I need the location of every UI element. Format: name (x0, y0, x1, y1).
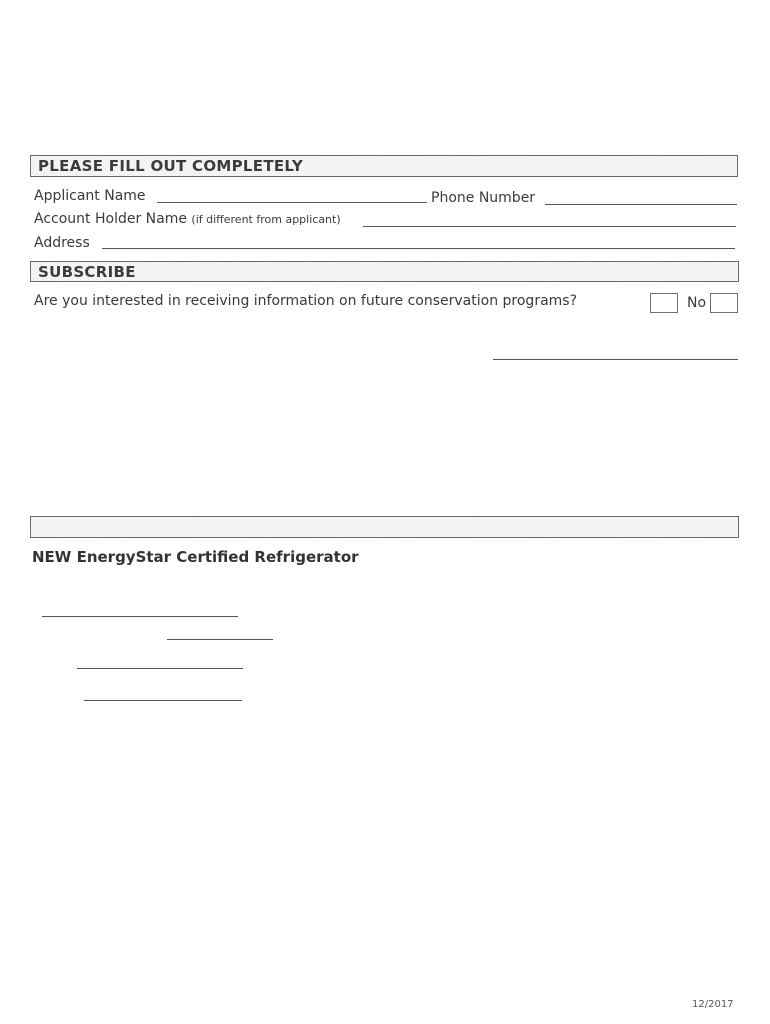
refrigerator-heading: NEW EnergyStar Certified Refrigerator (32, 548, 359, 566)
subscribe-question: Are you interested in receiving information on future conservation programs? (34, 293, 578, 309)
account-holder-name-text: Account Holder Name (34, 211, 187, 227)
subscribe-section-title: SUBSCRIBE (38, 262, 136, 281)
no-checkbox[interactable] (710, 293, 738, 313)
fill-out-section-header (30, 155, 738, 177)
phone-number-field[interactable] (545, 204, 737, 205)
no-label: No (687, 295, 707, 311)
account-holder-note: (if different from applicant) (191, 213, 341, 226)
refrigerator-field-1[interactable] (42, 616, 238, 617)
address-label: Address (34, 235, 90, 251)
signature-field[interactable] (493, 359, 738, 360)
phone-number-label: Phone Number (431, 190, 536, 206)
subscribe-section-header (30, 261, 739, 282)
account-holder-name-label (34, 210, 341, 229)
refrigerator-field-4[interactable] (84, 700, 242, 701)
refrigerator-field-2[interactable] (167, 639, 273, 640)
blank-section-header (30, 516, 739, 538)
refrigerator-field-3[interactable] (77, 668, 243, 669)
fill-out-section-title: PLEASE FILL OUT COMPLETELY (38, 157, 304, 175)
account-holder-name-field[interactable] (363, 226, 736, 227)
address-field[interactable] (102, 248, 735, 249)
applicant-name-label: Applicant Name (34, 188, 146, 204)
form-date: 12/2017 (692, 999, 734, 1010)
applicant-name-field[interactable] (157, 202, 427, 203)
yes-checkbox[interactable] (650, 293, 678, 313)
